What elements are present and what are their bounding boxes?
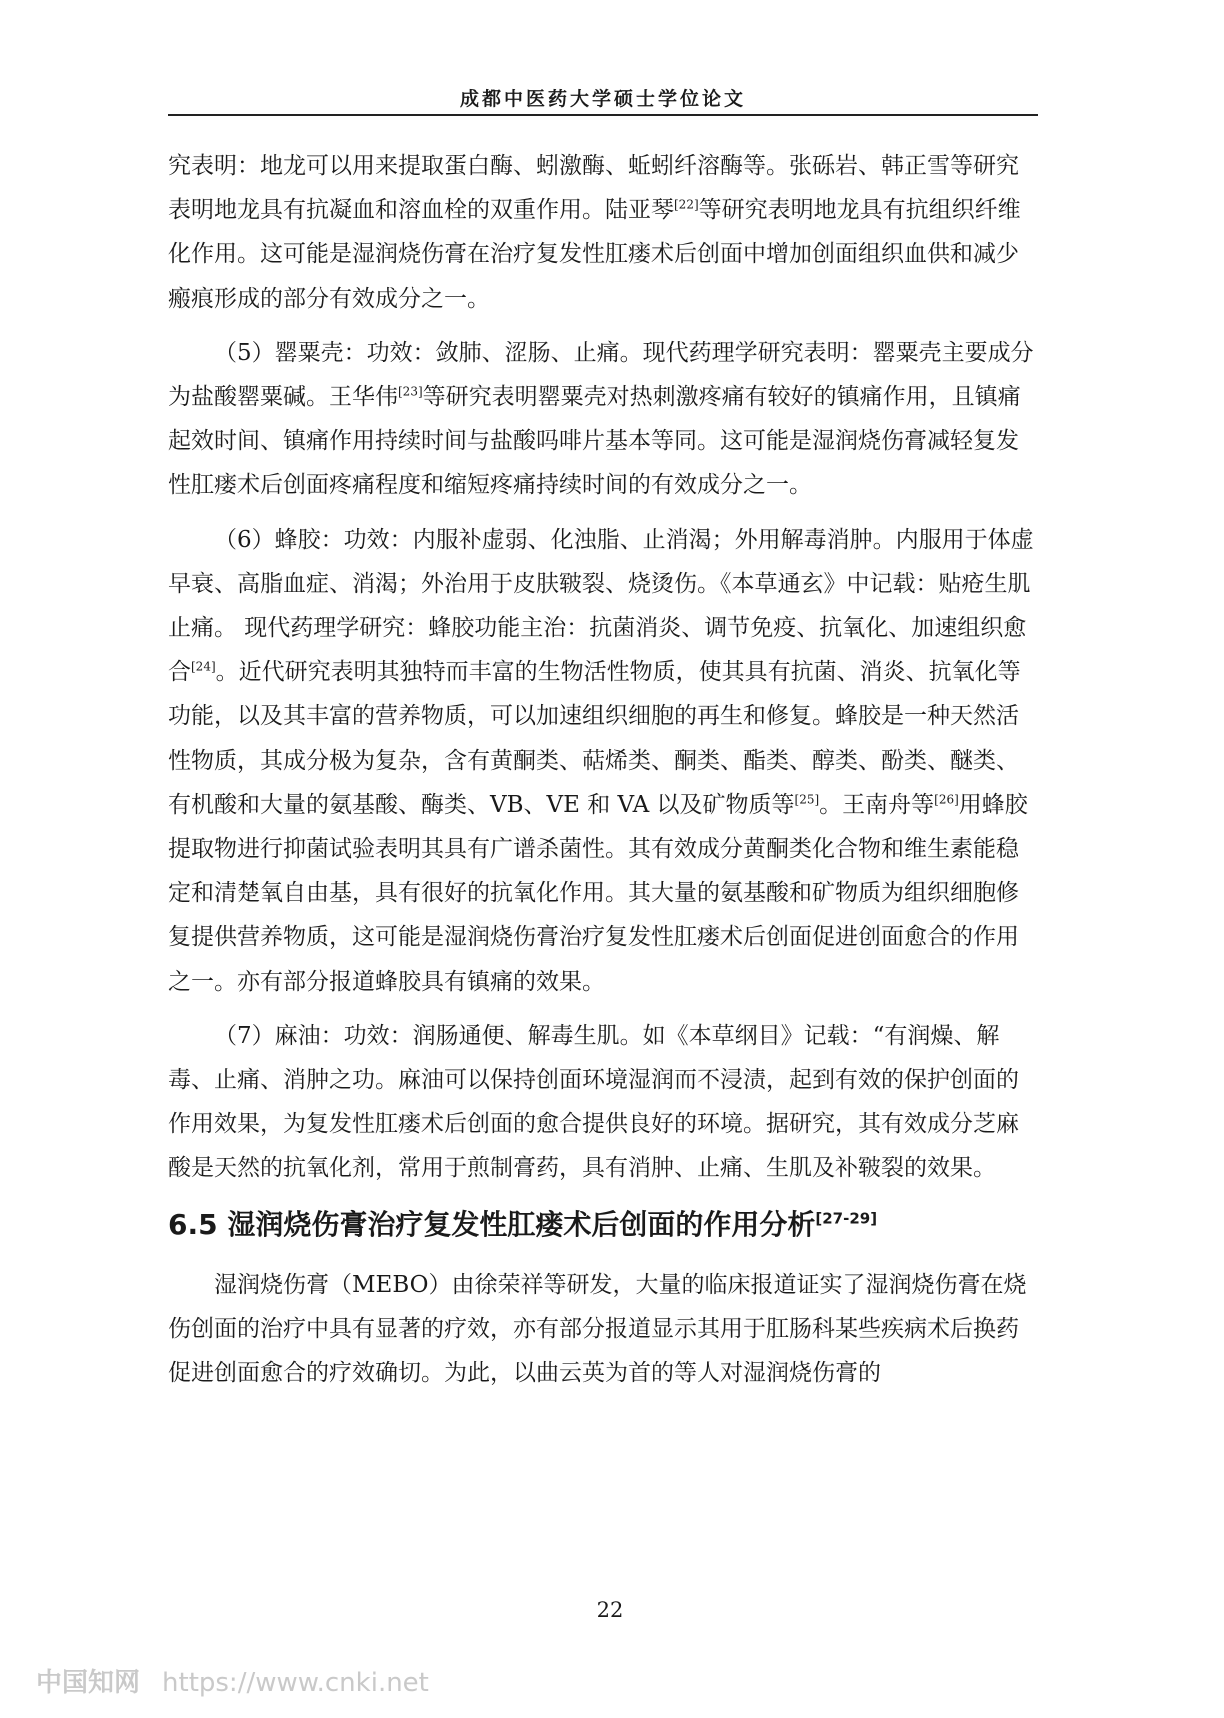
section-heading-text: 6.5 湿润烧伤膏治疗复发性肛瘘术后创面的作用分析 — [168, 1207, 816, 1241]
paragraph — [168, 518, 1038, 1004]
paragraph: 湿润烧伤膏（MEBO）由徐荣祥等研发，大量的临床报道证实了湿润烧伤膏在烧伤创面的治疗中具有显著的疗效，亦有部分报道显示其用于肛肠科某些疾病术后换药促进创面愈合的疗效确切。为此，以曲云英为首的等人对湿润烧伤膏的 — [168, 1271, 1027, 1387]
text-run: （6）蜂胶：功效：内服补虚弱、化浊脂、止消渴；外用解毒消肿。内服用于体虚早衰、高脂血症、消渴；外治用于皮肤皲裂、烧烫伤。《本草通玄》中记载：贴疮生肌止痛。 现代药理学研究：蜂胶功能主治：抗菌消炎、调节免疫、抗氧化、加速组织愈合 — [168, 526, 1034, 686]
text-run: 等研究表明罂粟壳对热刺激疼痛有较好的镇痛作用，且镇痛起效时间、镇痛作用持续时间与盐酸吗啡片基本等同。这可能是湿润烧伤膏减轻复发性肛瘘术后创面疼痛程度和缩短疼痛持续时间的有效成分之一。 — [168, 384, 1021, 499]
header-rule — [168, 114, 1038, 116]
text-run: （5）罂粟壳：功效：敛肺、涩肠、止痛。现代药理学研究表明：罂粟壳主要成分为盐酸罂粟碱。王华伟 — [168, 339, 1034, 411]
text-run: （7）麻油：功效：润肠通便、解毒生肌。如《本草纲目》记载：“有润燥、解毒、止痛、消肿之功。麻油可以保持创面环境湿润而不浸渍，起到有效的保护创面的作用效果，为复发性肛瘘术后创面的愈合提供良好的环境。据研究，其有效成分芝麻酸是天然的抗氧化剂，常用于煎制膏药，具有消肿、止痛、生肌及补皲裂的效果。 — [168, 1022, 1019, 1182]
watermark-brand: 中国知网 — [36, 1668, 141, 1698]
body-text — [168, 144, 1038, 1405]
paragraph — [168, 1014, 1038, 1191]
citation-ref: [26] — [934, 792, 959, 807]
text-run: 等研究表明地龙具有抗组织纤维化作用。这可能是湿润烧伤膏在治疗复发性肛瘘术后创面中增加创面组织血供和减少瘢痕形成的部分有效成分之一。 — [168, 197, 1021, 312]
text-run: 究表明：地龙可以用来提取蛋白酶、蚓激酶、蚯蚓纤溶酶等。张砾岩、韩正雪等研究表明地龙具有抗凝血和溶血栓的双重作用。陆亚琴 — [168, 153, 1019, 224]
section-heading-ref: [27-29] — [815, 1209, 878, 1228]
citation-ref: [25] — [794, 792, 820, 807]
paragraph-list — [168, 144, 1038, 1191]
running-header: 成都中医药大学硕士学位论文 — [459, 88, 746, 110]
section-heading — [168, 1203, 1038, 1247]
watermark-url: https://www.cnki.net — [162, 1668, 429, 1698]
text-run: 。王南舟等 — [819, 791, 935, 818]
citation-ref: [24] — [191, 659, 216, 674]
text-run: 用蜂胶提取物进行抑菌试验表明其具有广谱杀菌性。其有效成分黄酮类化合物和维生素能稳定和清楚氧自由基，具有很好的抗氧化作用。其大量的氨基酸和矿物质为组织细胞修复提供营养物质，这可能是湿润烧伤膏治疗复发性肛瘘术后创面促进创面愈合的作用之一。亦有部分报道蜂胶具有镇痛的效果。 — [168, 791, 1028, 995]
paragraph — [168, 331, 1038, 508]
page-number: 22 — [596, 1598, 624, 1622]
citation-ref: [22] — [674, 197, 699, 212]
watermark — [36, 1662, 429, 1699]
text-run: 。近代研究表明其独特而丰富的生物活性物质，使其具有抗菌、消炎、抗氧化等功能，以及其丰富的营养物质，可以加速组织细胞的再生和修复。蜂胶是一种天然活性物质，其成分极为复杂，含有黄酮类、萜烯类、酮类、酯类、醇类、酚类、醚类、有机酸和大量的氨基酸、酶类、VB、VE 和 VA 以及矿物质等 — [168, 659, 1021, 818]
paragraph — [168, 144, 1038, 321]
citation-ref: [23] — [398, 384, 423, 399]
